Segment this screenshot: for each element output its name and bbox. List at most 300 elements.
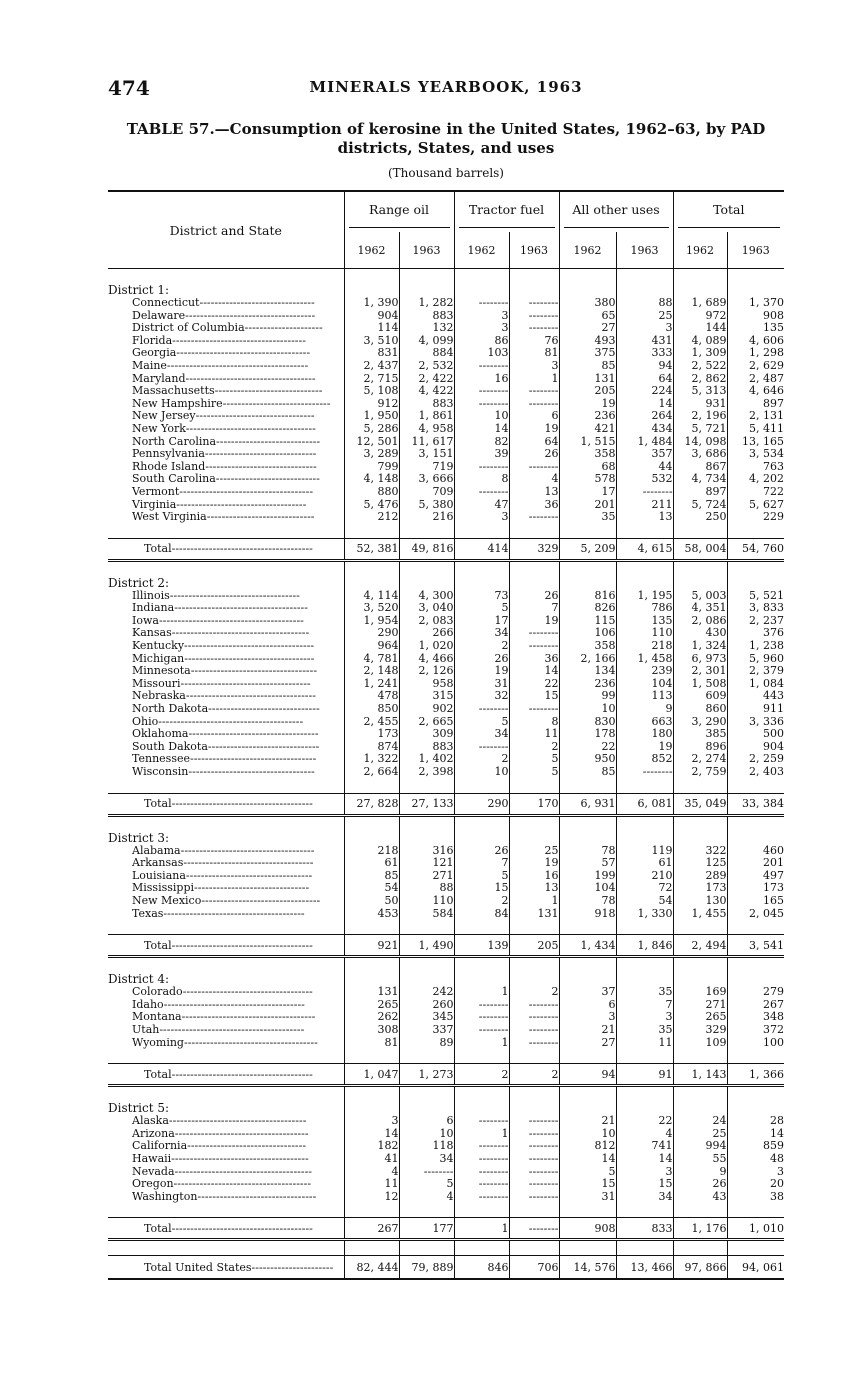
cell-value: 173 bbox=[344, 728, 399, 741]
cell-value: 11 bbox=[344, 1178, 399, 1191]
cell-value: 3, 336 bbox=[727, 716, 784, 729]
cell-value: 414 bbox=[454, 538, 509, 560]
district-heading-row bbox=[108, 831, 784, 845]
cell-value: 16 bbox=[509, 870, 559, 883]
cell-value: -------- bbox=[454, 1024, 509, 1037]
table-row bbox=[108, 511, 784, 524]
cell-value: 1, 010 bbox=[727, 1218, 784, 1240]
cell-value: -------- bbox=[509, 1153, 559, 1166]
cell-value: 8 bbox=[454, 473, 509, 486]
cell-value: 3, 520 bbox=[344, 602, 399, 615]
cell-value: 199 bbox=[559, 870, 616, 883]
spacer-row bbox=[108, 560, 784, 576]
row-label: Idaho-------------------------------------- bbox=[132, 998, 305, 1011]
cell-value: 5, 724 bbox=[673, 499, 727, 512]
cell-value: 173 bbox=[673, 882, 727, 895]
cell-value: 2, 403 bbox=[727, 766, 784, 779]
cell-value: 49, 816 bbox=[399, 538, 454, 560]
cell-value: 812 bbox=[559, 1140, 616, 1153]
cell-value: 4, 606 bbox=[727, 335, 784, 348]
row-label: North Dakota------------------------------ bbox=[132, 703, 320, 716]
cell-value: 94 bbox=[559, 1064, 616, 1086]
cell-value: 82, 444 bbox=[344, 1256, 399, 1280]
cell-value: 41 bbox=[344, 1153, 399, 1166]
cell-value: 91 bbox=[616, 1064, 673, 1086]
cell-value: 61 bbox=[616, 857, 673, 870]
cell-value: -------- bbox=[454, 703, 509, 716]
cell-value: 36 bbox=[509, 653, 559, 666]
cell-value: 846 bbox=[454, 1256, 509, 1280]
cell-value: 1, 370 bbox=[727, 297, 784, 310]
cell-value: 52, 381 bbox=[344, 538, 399, 560]
row-label: Utah--------------------------------------- bbox=[132, 1023, 305, 1036]
cell-value: 345 bbox=[399, 1011, 454, 1024]
table-row bbox=[108, 1178, 784, 1191]
cell-value: 14 bbox=[559, 1153, 616, 1166]
cell-value: 902 bbox=[399, 703, 454, 716]
cell-value: 2 bbox=[454, 640, 509, 653]
cell-value: 15 bbox=[559, 1178, 616, 1191]
table-row bbox=[108, 486, 784, 499]
cell-value: 121 bbox=[399, 857, 454, 870]
cell-value: -------- bbox=[509, 1037, 559, 1050]
cell-value: 182 bbox=[344, 1140, 399, 1153]
cell-value: 35 bbox=[616, 986, 673, 999]
cell-value: 1, 143 bbox=[673, 1064, 727, 1086]
cell-value: 26 bbox=[454, 845, 509, 858]
year-header: 1962 bbox=[559, 232, 616, 269]
table-row bbox=[108, 1024, 784, 1037]
row-label: Missouri----------------------------------- bbox=[132, 677, 311, 690]
cell-value: -------- bbox=[509, 1115, 559, 1128]
row-label: Virginia----------------------------------- bbox=[132, 498, 307, 511]
cell-value: 2 bbox=[454, 895, 509, 908]
cell-value: 4, 148 bbox=[344, 473, 399, 486]
row-label: Indiana------------------------------------ bbox=[132, 602, 308, 615]
cell-value: 72 bbox=[616, 882, 673, 895]
cell-value: 912 bbox=[344, 398, 399, 411]
cell-value: 13 bbox=[616, 511, 673, 524]
cell-value: 786 bbox=[616, 602, 673, 615]
cell-value: 169 bbox=[673, 986, 727, 999]
cell-value: 1, 330 bbox=[616, 908, 673, 921]
row-label: Wyoming------------------------------------ bbox=[132, 1036, 318, 1049]
cell-value: 2 bbox=[509, 1064, 559, 1086]
cell-value: -------- bbox=[509, 703, 559, 716]
cell-value: 21 bbox=[559, 1115, 616, 1128]
cell-value: 316 bbox=[399, 845, 454, 858]
spacer-row bbox=[108, 269, 784, 284]
cell-value: 3 bbox=[727, 1166, 784, 1179]
cell-value: -------- bbox=[509, 297, 559, 310]
cell-value: 35 bbox=[559, 511, 616, 524]
cell-value: -------- bbox=[454, 1166, 509, 1179]
cell-value: 2, 759 bbox=[673, 766, 727, 779]
cell-value: 5 bbox=[454, 602, 509, 615]
cell-value: 10 bbox=[454, 410, 509, 423]
cell-value: 19 bbox=[454, 665, 509, 678]
cell-value: 1, 273 bbox=[399, 1064, 454, 1086]
row-label: Maryland----------------------------------- bbox=[132, 372, 316, 385]
cell-value: 262 bbox=[344, 1011, 399, 1024]
row-label: District of Columbia--------------------- bbox=[132, 322, 323, 335]
cell-value: -------- bbox=[454, 360, 509, 373]
cell-value: 61 bbox=[344, 857, 399, 870]
cell-value: 73 bbox=[454, 590, 509, 603]
cell-value: 375 bbox=[559, 347, 616, 360]
spacer-row bbox=[108, 1049, 784, 1064]
cell-value: 22 bbox=[509, 678, 559, 691]
cell-value: 358 bbox=[559, 448, 616, 461]
cell-value: 13, 165 bbox=[727, 436, 784, 449]
cell-value: 5, 960 bbox=[727, 653, 784, 666]
cell-value: 896 bbox=[673, 741, 727, 754]
cell-value: 25 bbox=[673, 1128, 727, 1141]
cell-value: 131 bbox=[509, 908, 559, 921]
cell-value: 19 bbox=[509, 423, 559, 436]
cell-value: 918 bbox=[559, 908, 616, 921]
row-label: Total-------------------------------------- bbox=[108, 1064, 344, 1086]
year-header: 1962 bbox=[673, 232, 727, 269]
cell-value: 357 bbox=[616, 448, 673, 461]
cell-value: 106 bbox=[559, 627, 616, 640]
column-group-all-other-uses: All other uses bbox=[559, 191, 673, 232]
cell-value: 104 bbox=[559, 882, 616, 895]
cell-value: 2, 045 bbox=[727, 908, 784, 921]
cell-value: 14, 576 bbox=[559, 1256, 616, 1280]
cell-value: 3 bbox=[454, 511, 509, 524]
cell-value: 9 bbox=[616, 703, 673, 716]
cell-value: 799 bbox=[344, 461, 399, 474]
cell-value: 27, 828 bbox=[344, 793, 399, 815]
cell-value: 964 bbox=[344, 640, 399, 653]
cell-value: -------- bbox=[454, 1153, 509, 1166]
cell-value: 36 bbox=[509, 499, 559, 512]
cell-value: 242 bbox=[399, 986, 454, 999]
cell-value: 271 bbox=[673, 999, 727, 1012]
cell-value: 35 bbox=[616, 1024, 673, 1037]
cell-value: 24 bbox=[673, 1115, 727, 1128]
cell-value: 210 bbox=[616, 870, 673, 883]
cell-value: 950 bbox=[559, 753, 616, 766]
cell-value: 5 bbox=[509, 766, 559, 779]
cell-value: 14, 098 bbox=[673, 436, 727, 449]
cell-value: 4, 958 bbox=[399, 423, 454, 436]
cell-value: 85 bbox=[344, 870, 399, 883]
row-label: Total-------------------------------------- bbox=[108, 1218, 344, 1240]
cell-value: 43 bbox=[673, 1191, 727, 1204]
cell-value: 290 bbox=[454, 793, 509, 815]
cell-value: 78 bbox=[559, 845, 616, 858]
district-label: District 5: bbox=[108, 1101, 170, 1116]
cell-value: 260 bbox=[399, 999, 454, 1012]
cell-value: -------- bbox=[454, 741, 509, 754]
table-row bbox=[108, 1037, 784, 1050]
cell-value: -------- bbox=[509, 1024, 559, 1037]
cell-value: 3, 541 bbox=[727, 935, 784, 957]
cell-value: 265 bbox=[673, 1011, 727, 1024]
cell-value: 850 bbox=[344, 703, 399, 716]
cell-value: 1, 455 bbox=[673, 908, 727, 921]
cell-value: 81 bbox=[509, 347, 559, 360]
cell-value: -------- bbox=[454, 1011, 509, 1024]
table-row bbox=[108, 895, 784, 908]
cell-value: 911 bbox=[727, 703, 784, 716]
cell-value: 1 bbox=[454, 1037, 509, 1050]
grand-total-row bbox=[108, 1256, 784, 1280]
cell-value: 10 bbox=[454, 766, 509, 779]
cell-value: 144 bbox=[673, 322, 727, 335]
row-label: Kansas------------------------------------- bbox=[132, 627, 310, 640]
cell-value: 57 bbox=[559, 857, 616, 870]
row-label: Vermont------------------------------------ bbox=[132, 485, 314, 498]
cell-value: 139 bbox=[454, 935, 509, 957]
cell-value: 39 bbox=[454, 448, 509, 461]
running-head: MINERALS YEARBOOK, 1963 bbox=[309, 78, 583, 96]
cell-value: 3, 833 bbox=[727, 602, 784, 615]
cell-value: 2, 237 bbox=[727, 615, 784, 628]
cell-value: 1, 954 bbox=[344, 615, 399, 628]
cell-value: 236 bbox=[559, 678, 616, 691]
cell-value: 15 bbox=[454, 882, 509, 895]
table-body bbox=[108, 269, 784, 1280]
cell-value: 6 bbox=[399, 1115, 454, 1128]
cell-value: 85 bbox=[559, 766, 616, 779]
cell-value: 97, 866 bbox=[673, 1256, 727, 1280]
cell-value: 826 bbox=[559, 602, 616, 615]
table-row bbox=[108, 297, 784, 310]
cell-value: 2, 166 bbox=[559, 653, 616, 666]
cell-value: 266 bbox=[399, 627, 454, 640]
cell-value: 931 bbox=[673, 398, 727, 411]
page-header bbox=[108, 76, 784, 100]
cell-value: -------- bbox=[454, 297, 509, 310]
district-label: District 2: bbox=[108, 575, 170, 590]
cell-value: 4, 089 bbox=[673, 335, 727, 348]
cell-value: 27 bbox=[559, 1037, 616, 1050]
cell-value: 115 bbox=[559, 615, 616, 628]
cell-value: 14 bbox=[727, 1128, 784, 1141]
row-label: West Virginia----------------------------- bbox=[132, 511, 315, 524]
cell-value: 131 bbox=[344, 986, 399, 999]
cell-value: 460 bbox=[727, 845, 784, 858]
cell-value: 54 bbox=[344, 882, 399, 895]
cell-value: 27, 133 bbox=[399, 793, 454, 815]
table-row bbox=[108, 602, 784, 615]
row-label: New Hampshire----------------------------- bbox=[132, 397, 331, 410]
cell-value: 1, 047 bbox=[344, 1064, 399, 1086]
cell-value: 431 bbox=[616, 335, 673, 348]
cell-value: 493 bbox=[559, 335, 616, 348]
cell-value: 5 bbox=[399, 1178, 454, 1191]
cell-value: 89 bbox=[399, 1037, 454, 1050]
spacer-row bbox=[108, 815, 784, 831]
row-label: Tennessee---------------------------------- bbox=[132, 753, 317, 766]
cell-value: 2, 148 bbox=[344, 665, 399, 678]
cell-value: 13 bbox=[509, 882, 559, 895]
cell-value: 211 bbox=[616, 499, 673, 512]
cell-value: 76 bbox=[509, 335, 559, 348]
row-label: Mississippi------------------------------- bbox=[132, 882, 310, 895]
cell-value: 453 bbox=[344, 908, 399, 921]
cell-value: 3 bbox=[344, 1115, 399, 1128]
row-label: Rhode Island------------------------------ bbox=[132, 460, 317, 473]
year-header: 1962 bbox=[344, 232, 399, 269]
cell-value: -------- bbox=[399, 1166, 454, 1179]
cell-value: 14 bbox=[454, 423, 509, 436]
cell-value: 1, 366 bbox=[727, 1064, 784, 1086]
cell-value: 5, 209 bbox=[559, 538, 616, 560]
cell-value: 329 bbox=[673, 1024, 727, 1037]
cell-value: 79, 889 bbox=[399, 1256, 454, 1280]
spacer-row bbox=[108, 779, 784, 794]
column-group-tractor-fuel: Tractor fuel bbox=[454, 191, 559, 232]
cell-value: 1, 484 bbox=[616, 436, 673, 449]
cell-value: 11 bbox=[616, 1037, 673, 1050]
cell-value: 81 bbox=[344, 1037, 399, 1050]
cell-value: 68 bbox=[559, 461, 616, 474]
cell-value: 17 bbox=[559, 486, 616, 499]
cell-value: 100 bbox=[727, 1037, 784, 1050]
cell-value: 1, 020 bbox=[399, 640, 454, 653]
cell-value: 130 bbox=[673, 895, 727, 908]
district-label: District 1: bbox=[108, 283, 170, 297]
year-header: 1963 bbox=[509, 232, 559, 269]
cell-value: 385 bbox=[673, 728, 727, 741]
cell-value: 22 bbox=[616, 1115, 673, 1128]
cell-value: 4, 422 bbox=[399, 385, 454, 398]
cell-value: 1, 458 bbox=[616, 653, 673, 666]
year-header: 1963 bbox=[616, 232, 673, 269]
cell-value: 5, 003 bbox=[673, 590, 727, 603]
table-row bbox=[108, 1115, 784, 1128]
cell-value: 2, 086 bbox=[673, 615, 727, 628]
cell-value: 3 bbox=[616, 1011, 673, 1024]
cell-value: 2, 437 bbox=[344, 360, 399, 373]
cell-value: 315 bbox=[399, 690, 454, 703]
cell-value: 578 bbox=[559, 473, 616, 486]
cell-value: -------- bbox=[509, 398, 559, 411]
table-units: (Thousand barrels) bbox=[388, 166, 504, 180]
cell-value: -------- bbox=[509, 627, 559, 640]
cell-value: 201 bbox=[559, 499, 616, 512]
table-row bbox=[108, 448, 784, 461]
cell-value: 4, 734 bbox=[673, 473, 727, 486]
cell-value: 2, 274 bbox=[673, 753, 727, 766]
row-label: Oregon------------------------------------- bbox=[132, 1178, 312, 1191]
cell-value: 706 bbox=[509, 1256, 559, 1280]
cell-value: 25 bbox=[509, 845, 559, 858]
cell-value: 1 bbox=[454, 1218, 509, 1240]
cell-value: 4, 300 bbox=[399, 590, 454, 603]
row-label: South Dakota------------------------------ bbox=[132, 740, 320, 753]
row-label: Massachusetts----------------------------- bbox=[132, 385, 323, 398]
cell-value: 25 bbox=[616, 310, 673, 323]
cell-value: 1 bbox=[509, 895, 559, 908]
table-row bbox=[108, 986, 784, 999]
cell-value: 2 bbox=[454, 1064, 509, 1086]
cell-value: 908 bbox=[727, 310, 784, 323]
district-heading-row bbox=[108, 283, 784, 297]
cell-value: -------- bbox=[509, 385, 559, 398]
cell-value: 104 bbox=[616, 678, 673, 691]
cell-value: 500 bbox=[727, 728, 784, 741]
spacer-row bbox=[108, 1086, 784, 1102]
table-title-line-1: TABLE 57.—Consumption of kerosine in the United States, 1962–63, by PAD bbox=[126, 120, 766, 138]
cell-value: 54 bbox=[616, 895, 673, 908]
cell-value: 4 bbox=[509, 473, 559, 486]
cell-value: -------- bbox=[509, 1140, 559, 1153]
cell-value: -------- bbox=[509, 511, 559, 524]
cell-value: 880 bbox=[344, 486, 399, 499]
row-label: Arkansas----------------------------------- bbox=[132, 857, 314, 870]
stub-header: District and State bbox=[108, 191, 344, 269]
cell-value: 135 bbox=[616, 615, 673, 628]
cell-value: -------- bbox=[509, 322, 559, 335]
cell-value: 860 bbox=[673, 703, 727, 716]
cell-value: 224 bbox=[616, 385, 673, 398]
row-label: Montana------------------------------------ bbox=[132, 1011, 316, 1024]
district-total-row bbox=[108, 935, 784, 957]
cell-value: 874 bbox=[344, 741, 399, 754]
cell-value: 38 bbox=[727, 1191, 784, 1204]
table-title-line-2: districts, States, and uses bbox=[337, 139, 555, 157]
row-label: Arizona------------------------------------ bbox=[132, 1127, 309, 1140]
cell-value: 3, 289 bbox=[344, 448, 399, 461]
cell-value: 2, 398 bbox=[399, 766, 454, 779]
cell-value: 3, 510 bbox=[344, 335, 399, 348]
cell-value: 897 bbox=[673, 486, 727, 499]
cell-value: 6 bbox=[559, 999, 616, 1012]
cell-value: 178 bbox=[559, 728, 616, 741]
cell-value: 2, 422 bbox=[399, 373, 454, 386]
cell-value: -------- bbox=[454, 1115, 509, 1128]
cell-value: 1, 490 bbox=[399, 935, 454, 957]
cell-value: 250 bbox=[673, 511, 727, 524]
cell-value: 85 bbox=[559, 360, 616, 373]
table-title bbox=[108, 120, 784, 158]
column-group-total: Total bbox=[673, 191, 784, 232]
cell-value: 830 bbox=[559, 716, 616, 729]
cell-value: 2, 126 bbox=[399, 665, 454, 678]
column-group-range-oil: Range oil bbox=[344, 191, 454, 232]
cell-value: 831 bbox=[344, 347, 399, 360]
cell-value: 88 bbox=[399, 882, 454, 895]
cell-value: 884 bbox=[399, 347, 454, 360]
cell-value: 5, 521 bbox=[727, 590, 784, 603]
cell-value: 921 bbox=[344, 935, 399, 957]
cell-value: 1, 322 bbox=[344, 753, 399, 766]
row-label: South Carolina---------------------------- bbox=[132, 473, 320, 486]
cell-value: 236 bbox=[559, 410, 616, 423]
cell-value: 5 bbox=[509, 753, 559, 766]
district-heading-row bbox=[108, 972, 784, 986]
cell-value: 2, 487 bbox=[727, 373, 784, 386]
cell-value: 34 bbox=[454, 627, 509, 640]
cell-value: -------- bbox=[454, 398, 509, 411]
cell-value: 5, 476 bbox=[344, 499, 399, 512]
row-label: Alaska------------------------------------- bbox=[132, 1115, 307, 1128]
cell-value: 337 bbox=[399, 1024, 454, 1037]
row-label: Oklahoma----------------------------------- bbox=[132, 728, 319, 741]
cell-value: 3, 290 bbox=[673, 716, 727, 729]
cell-value: 763 bbox=[727, 461, 784, 474]
row-label: Total-------------------------------------- bbox=[108, 793, 344, 815]
cell-value: 1, 176 bbox=[673, 1218, 727, 1240]
table-row bbox=[108, 1153, 784, 1166]
row-label: Kentucky----------------------------------- bbox=[132, 640, 315, 653]
cell-value: 170 bbox=[509, 793, 559, 815]
